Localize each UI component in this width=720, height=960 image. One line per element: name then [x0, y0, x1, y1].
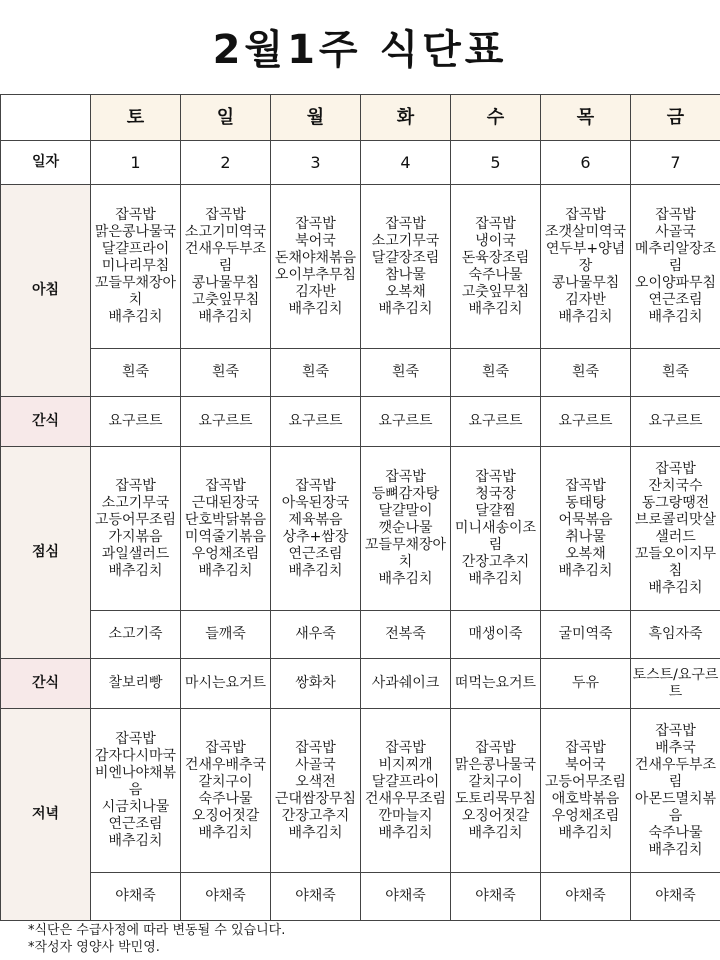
date-row [1, 141, 720, 185]
menu-item: 잡곡밥 [475, 215, 516, 232]
menu-item: 비엔나야채볶 [94, 765, 177, 781]
menu-item: 제육볶음 [288, 511, 343, 528]
menu-item: 음 [128, 782, 143, 798]
page-title: 2월1주 식단표 [212, 27, 508, 73]
snack-label: 간식 [1, 397, 91, 447]
dinner-menu [361, 709, 451, 873]
menu-item: 브로콜리맛살 [634, 511, 717, 528]
menu-item: 림 [488, 537, 503, 553]
menu-item: 오이부추무침 [274, 266, 357, 283]
menu-item: 꼬들무채장아 [364, 537, 447, 553]
menu-item: 북어국 [565, 756, 606, 773]
menu-item: 달걀프라이 [371, 773, 440, 790]
day-header: 월 [271, 95, 361, 141]
menu-item: 맑은콩나물국 [94, 224, 177, 240]
menu-item: 북어국 [295, 232, 336, 249]
menu-item: 림 [218, 258, 233, 274]
lunch-menu [361, 447, 451, 611]
porridge-cell: 매생이죽 [451, 611, 541, 659]
menu-item: 소고기무국 [371, 232, 440, 249]
dinner-porridge-row [1, 873, 720, 921]
menu-item: 돈채야채볶음 [274, 249, 357, 266]
snack-cell: 요구르트 [631, 397, 720, 447]
menu-item: 꼬들무채장아 [94, 275, 177, 291]
menu-item: 달걀프라이 [101, 241, 170, 257]
menu-item: 배추김치 [648, 309, 703, 325]
menu-item: 동그랑땡전 [641, 494, 710, 511]
menu-item: 달걀말이 [378, 503, 433, 519]
menu-item: 장 [578, 258, 593, 274]
menu-item: 음 [668, 807, 683, 824]
menu-item: 깐마늘지 [378, 807, 433, 824]
day-header: 화 [361, 95, 451, 141]
menu-item: 청국장 [475, 486, 516, 502]
menu-item: 미역줄기볶음 [184, 528, 267, 545]
menu-item: 배추국 [655, 739, 696, 756]
porridge-cell: 흰죽 [181, 349, 271, 397]
dinner-menu [541, 709, 631, 873]
menu-item: 배추김치 [288, 300, 343, 317]
menu-item: 아몬드멸치볶 [634, 790, 717, 807]
lunch-row [1, 447, 720, 611]
breakfast-menu [361, 185, 451, 349]
menu-item: 숙주나물 [198, 790, 253, 807]
menu-item: 잡곡밥 [565, 477, 606, 494]
porridge-cell: 야채죽 [271, 873, 361, 921]
menu-item: 잡곡밥 [475, 739, 516, 756]
menu-item: 간장고추지 [461, 554, 530, 570]
snack-cell: 마시는요거트 [181, 659, 271, 709]
menu-item: 연두부+양념 [545, 241, 626, 257]
menu-item: 배추김치 [378, 571, 433, 587]
menu-item: 잡곡밥 [115, 477, 156, 494]
menu-item: 배추김치 [468, 571, 523, 587]
afternoon-snack-row [1, 659, 720, 709]
menu-item: 치 [398, 554, 413, 570]
lunch-menu [181, 447, 271, 611]
date-number: 6 [541, 141, 631, 185]
menu-item: 시금치나물 [101, 799, 170, 815]
menu-item: 오복채 [565, 545, 606, 562]
date-number: 4 [361, 141, 451, 185]
porridge-cell: 흰죽 [451, 349, 541, 397]
snack-label: 간식 [1, 659, 91, 709]
snack-cell: 사과쉐이크 [361, 659, 451, 709]
menu-item: 깻순나물 [378, 520, 433, 536]
menu-item: 돈육장조림 [461, 249, 530, 266]
snack-cell: 쌍화차 [271, 659, 361, 709]
dinner-menu [451, 709, 541, 873]
menu-item: 오징어젓갈 [191, 807, 260, 824]
menu-item: 배추김치 [108, 562, 163, 579]
menu-item: 달걀장조림 [371, 249, 440, 266]
snack-cell: 찰보리빵 [91, 659, 181, 709]
menu-item: 연근조림 [108, 816, 163, 832]
menu-item: 고등어무조림 [544, 773, 627, 790]
snack-cell: 떠먹는요거트 [451, 659, 541, 709]
menu-item: 배추김치 [648, 579, 703, 596]
porridge-cell: 굴미역죽 [541, 611, 631, 659]
menu-item: 고등어무조림 [94, 511, 177, 528]
porridge-cell: 야채죽 [541, 873, 631, 921]
snack-cell: 토스트/요구르트 [631, 659, 720, 709]
porridge-cell: 흰죽 [541, 349, 631, 397]
menu-item: 연근조림 [648, 292, 703, 308]
menu-item: 건새우두부조 [634, 756, 717, 773]
lunch-menu [271, 447, 361, 611]
date-number: 5 [451, 141, 541, 185]
porridge-cell: 들깨죽 [181, 611, 271, 659]
menu-item: 샐러드 [655, 528, 696, 545]
menu-item: 잡곡밥 [655, 722, 696, 739]
porridge-cell: 전복죽 [361, 611, 451, 659]
menu-item: 등뼈감자탕 [371, 486, 440, 502]
porridge-cell: 흰죽 [271, 349, 361, 397]
menu-item: 메추리알장조 [634, 241, 717, 257]
date-label: 일자 [1, 141, 91, 185]
snack-cell: 요구르트 [361, 397, 451, 447]
dinner-menu [631, 709, 720, 873]
menu-item: 콩나물무침 [551, 275, 620, 291]
menu-item: 림 [668, 773, 683, 790]
porridge-cell: 흑임자죽 [631, 611, 720, 659]
lunch-menu [451, 447, 541, 611]
menu-item: 잡곡밥 [655, 207, 696, 223]
porridge-cell: 소고기죽 [91, 611, 181, 659]
menu-item: 근대된장국 [191, 494, 260, 511]
menu-item: 잡곡밥 [475, 469, 516, 485]
menu-item: 배추김치 [558, 562, 613, 579]
menu-item: 배추김치 [198, 309, 253, 325]
lunch-porridge-row [1, 611, 720, 659]
lunch-menu [541, 447, 631, 611]
menu-item: 김자반 [295, 283, 336, 300]
menu-item: 배추김치 [108, 309, 163, 325]
menu-item: 갈치구이 [468, 773, 523, 790]
lunch-label: 점심 [1, 447, 91, 659]
menu-item: 우엉채조림 [191, 545, 260, 562]
menu-item: 가지볶음 [108, 528, 163, 545]
day-header-row [1, 95, 720, 141]
menu-item: 사골국 [655, 224, 696, 240]
morning-snack-row [1, 397, 720, 447]
porridge-cell: 흰죽 [631, 349, 720, 397]
menu-item: 잡곡밥 [385, 469, 426, 485]
menu-item: 잡곡밥 [655, 460, 696, 477]
menu-item: 배추김치 [378, 824, 433, 841]
menu-item: 연근조림 [288, 545, 343, 562]
menu-item: 맑은콩나물국 [454, 756, 537, 773]
menu-item: 배추김치 [198, 824, 253, 841]
menu-item: 잡곡밥 [115, 207, 156, 223]
breakfast-menu [541, 185, 631, 349]
menu-item: 소고기미역국 [184, 224, 267, 240]
breakfast-menu [631, 185, 720, 349]
menu-item: 아욱된장국 [281, 494, 350, 511]
menu-item: 숙주나물 [468, 266, 523, 283]
porridge-cell: 야채죽 [181, 873, 271, 921]
breakfast-porridge-row [1, 349, 720, 397]
day-header: 일 [181, 95, 271, 141]
menu-item: 잡곡밥 [295, 477, 336, 494]
menu-item: 배추김치 [468, 300, 523, 317]
menu-item: 오복채 [385, 283, 426, 300]
menu-item: 잡곡밥 [385, 739, 426, 756]
menu-item: 건새우배추국 [184, 756, 267, 773]
porridge-cell: 흰죽 [361, 349, 451, 397]
menu-item: 비지찌개 [378, 756, 433, 773]
menu-item: 단호박닭볶음 [184, 511, 267, 528]
menu-item: 잡곡밥 [565, 207, 606, 223]
menu-item: 냉이국 [475, 232, 516, 249]
dinner-label: 저녁 [1, 709, 91, 921]
menu-item: 건새우무조림 [364, 790, 447, 807]
dinner-menu [271, 709, 361, 873]
menu-item: 달걀찜 [475, 503, 516, 519]
menu-item: 배추김치 [198, 562, 253, 579]
menu-item: 배추김치 [108, 833, 163, 849]
dinner-menu [91, 709, 181, 873]
breakfast-menu [91, 185, 181, 349]
meal-plan-table [0, 94, 720, 921]
menu-item: 배추김치 [378, 300, 433, 317]
menu-item: 배추김치 [468, 824, 523, 841]
menu-item: 잡곡밥 [295, 739, 336, 756]
menu-item: 사골국 [295, 756, 336, 773]
menu-item: 갈치구이 [198, 773, 253, 790]
menu-item: 미나리무침 [101, 258, 170, 274]
menu-item: 도토리묵무침 [454, 790, 537, 807]
corner-cell [1, 95, 91, 141]
menu-item: 오징어젓갈 [461, 807, 530, 824]
porridge-cell: 새우죽 [271, 611, 361, 659]
dinner-row [1, 709, 720, 873]
menu-item: 상추+쌈장 [282, 528, 349, 545]
porridge-cell: 흰죽 [91, 349, 181, 397]
menu-item: 근대쌈장무침 [274, 790, 357, 807]
menu-item: 고춧잎무침 [191, 292, 260, 308]
menu-item: 잡곡밥 [115, 731, 156, 747]
dinner-menu [181, 709, 271, 873]
menu-item: 배추김치 [288, 562, 343, 579]
snack-cell: 요구르트 [451, 397, 541, 447]
breakfast-menu [181, 185, 271, 349]
date-number: 3 [271, 141, 361, 185]
lunch-menu [631, 447, 720, 611]
menu-item: 잡곡밥 [205, 207, 246, 223]
menu-item: 우엉채조림 [551, 807, 620, 824]
menu-item: 배추김치 [558, 309, 613, 325]
snack-cell: 두유 [541, 659, 631, 709]
day-header: 금 [631, 95, 720, 141]
day-header: 목 [541, 95, 631, 141]
menu-item: 과일샐러드 [101, 545, 170, 562]
menu-item: 간장고추지 [281, 807, 350, 824]
menu-item: 배추김치 [558, 824, 613, 841]
footer-note: *작성자 영양사 박민영. [28, 940, 160, 955]
menu-item: 침 [668, 562, 683, 579]
menu-item: 어묵볶음 [558, 511, 613, 528]
breakfast-row [1, 185, 720, 349]
menu-item: 잡곡밥 [295, 215, 336, 232]
menu-item: 참나물 [385, 266, 426, 283]
menu-item: 조갯살미역국 [544, 224, 627, 240]
menu-item: 잔치국수 [648, 477, 703, 494]
porridge-cell: 야채죽 [361, 873, 451, 921]
snack-cell: 요구르트 [271, 397, 361, 447]
menu-item: 건새우두부조 [184, 241, 267, 257]
menu-item: 미니새송이조 [454, 520, 537, 536]
menu-item: 고춧잎무침 [461, 283, 530, 300]
menu-item: 잡곡밥 [205, 739, 246, 756]
menu-item: 잡곡밥 [205, 477, 246, 494]
menu-item: 김자반 [565, 292, 606, 308]
lunch-menu [91, 447, 181, 611]
menu-item: 애호박볶음 [551, 790, 620, 807]
menu-item: 감자다시마국 [94, 748, 177, 764]
menu-item: 오이양파무침 [634, 275, 717, 291]
snack-cell: 요구르트 [181, 397, 271, 447]
menu-item: 소고기무국 [101, 494, 170, 511]
menu-item: 배추김치 [648, 841, 703, 858]
menu-item: 림 [668, 258, 683, 274]
footer-notes [28, 922, 285, 956]
breakfast-label: 아침 [1, 185, 91, 397]
day-header: 수 [451, 95, 541, 141]
footer-note: *식단은 수급사정에 따라 변동될 수 있습니다. [28, 923, 286, 938]
menu-item: 취나물 [565, 528, 606, 545]
breakfast-menu [271, 185, 361, 349]
date-number: 1 [91, 141, 181, 185]
menu-item: 잡곡밥 [385, 215, 426, 232]
porridge-cell: 야채죽 [91, 873, 181, 921]
menu-item: 오색전 [295, 773, 336, 790]
porridge-cell: 야채죽 [451, 873, 541, 921]
menu-item: 치 [128, 292, 143, 308]
breakfast-menu [451, 185, 541, 349]
menu-item: 콩나물무침 [191, 275, 260, 291]
menu-item: 잡곡밥 [565, 739, 606, 756]
menu-item: 동태탕 [565, 494, 606, 511]
snack-cell: 요구르트 [91, 397, 181, 447]
porridge-cell: 야채죽 [631, 873, 720, 921]
snack-cell: 요구르트 [541, 397, 631, 447]
menu-item: 배추김치 [288, 824, 343, 841]
date-number: 2 [181, 141, 271, 185]
date-number: 7 [631, 141, 720, 185]
menu-item: 꼬들오이지무 [634, 545, 717, 562]
menu-item: 숙주나물 [648, 824, 703, 841]
day-header: 토 [91, 95, 181, 141]
